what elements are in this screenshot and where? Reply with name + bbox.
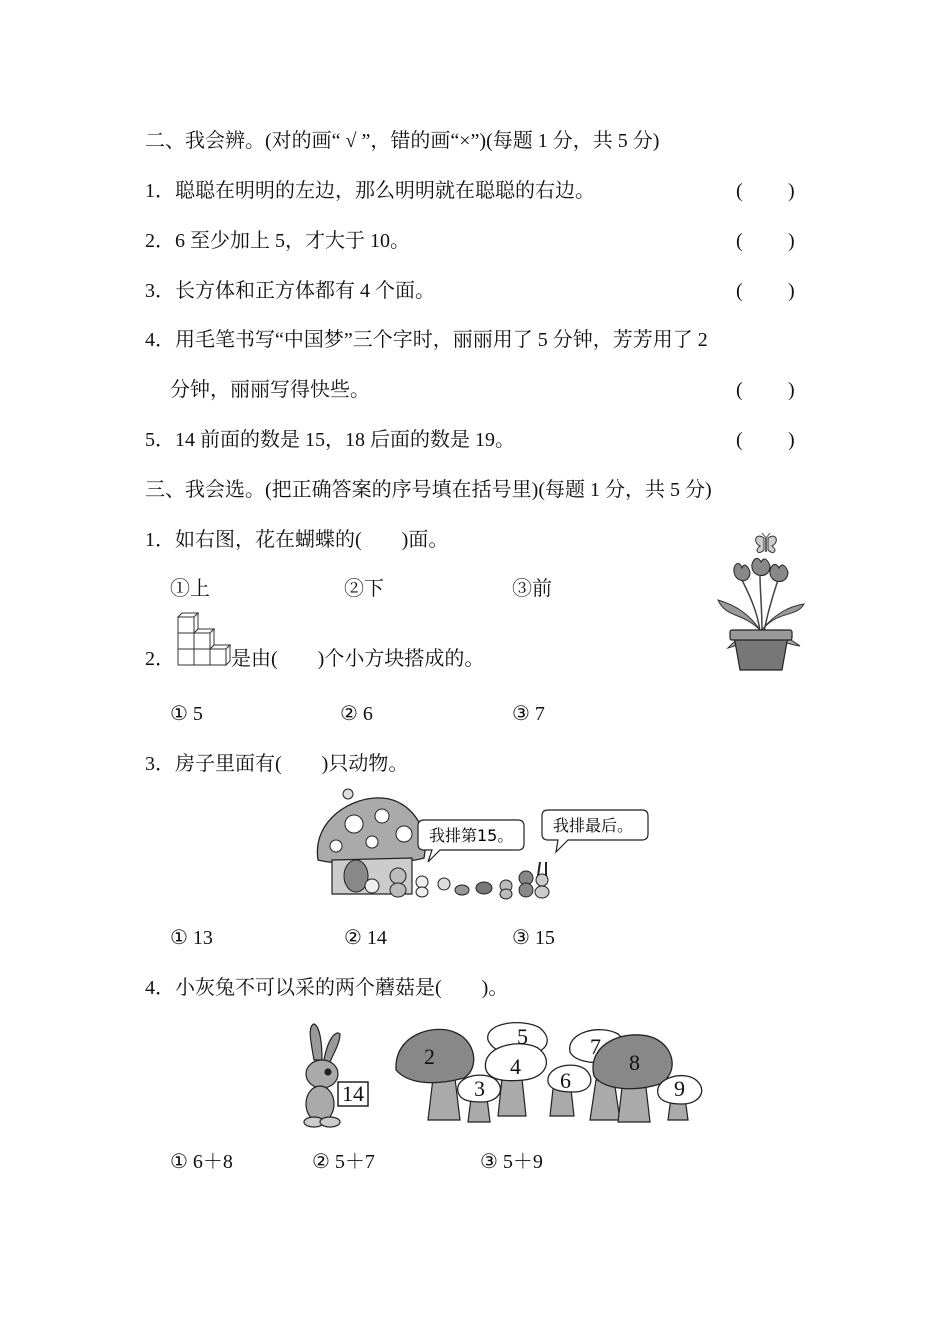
paren-close: ) xyxy=(788,180,795,202)
paren-close: ) xyxy=(788,280,795,302)
q2-option-3[interactable]: ③ 7 xyxy=(512,703,545,725)
speech-bubble-1: 我排第15。 xyxy=(429,826,514,845)
butterfly-icon xyxy=(756,533,777,553)
flower-pot-image xyxy=(712,532,808,674)
choice-q4-stem: 4．小灰兔不可以采的两个蘑菇是( )。 xyxy=(145,977,509,999)
paren-open: ( xyxy=(736,280,743,302)
q3-option-3[interactable]: ③ 15 xyxy=(512,927,555,949)
q2-option-2[interactable]: ② 6 xyxy=(340,703,373,725)
judge-item-3: 3．长方体和正方体都有 4 个面。 xyxy=(145,280,435,302)
judge-item-2: 2．6 至少加上 5，才大于 10。 xyxy=(145,230,410,252)
mushroom-7-label: 7 xyxy=(590,1034,601,1059)
mushroom-3-label: 3 xyxy=(474,1076,485,1101)
mushroom-house-icon xyxy=(317,789,425,894)
choice-q3-stem: 3．房子里面有( )只动物。 xyxy=(145,753,409,775)
paren-open: ( xyxy=(736,429,743,451)
section3-heading: 三、我会选。(把正确答案的序号填在括号里)(每题 1 分，共 5 分) xyxy=(145,479,712,501)
q2-prefix: 2． xyxy=(145,648,175,670)
paren-close: ) xyxy=(788,379,795,401)
paren-open: ( xyxy=(736,180,743,202)
paren-open: ( xyxy=(736,230,743,252)
q3-option-1[interactable]: ① 13 xyxy=(170,927,213,949)
rabbit-mushroom-scene xyxy=(284,1020,714,1130)
speech-bubble-2: 我排最后。 xyxy=(553,816,634,835)
paren-open: ( xyxy=(736,379,743,401)
mushroom-2-label: 2 xyxy=(424,1044,435,1069)
paren-close: ) xyxy=(788,230,795,252)
judge-item-1: 1．聪聪在明明的左边，那么明明就在聪聪的右边。 xyxy=(145,180,595,202)
judge-item-5: 5．14 前面的数是 15，18 后面的数是 19。 xyxy=(145,429,515,451)
q3-option-2[interactable]: ② 14 xyxy=(344,927,387,949)
rabbit-icon xyxy=(304,1024,340,1127)
mushroom-8-label: 8 xyxy=(629,1050,640,1075)
q4-option-3[interactable]: ③ 5＋9 xyxy=(480,1151,543,1173)
judge-item-4-cont: 分钟，丽丽写得快些。 xyxy=(170,379,370,401)
section2-heading: 二、我会辨。(对的画“ √ ”，错的画“×”)(每题 1 分，共 5 分) xyxy=(145,130,660,152)
mushroom-4-label: 4 xyxy=(510,1054,521,1079)
choice-q1-stem: 1．如右图，花在蝴蝶的( )面。 xyxy=(145,529,449,551)
paren-close: ) xyxy=(788,429,795,451)
q1-option-1[interactable]: ①上 xyxy=(170,578,210,600)
mushroom-6-label: 6 xyxy=(560,1068,571,1093)
cube-stack-figure xyxy=(176,611,230,667)
choice-q2-stem: 是由( )个小方块搭成的。 xyxy=(231,648,485,670)
judge-item-4: 4．用毛笔书写“中国梦”三个字时，丽丽用了 5 分钟，芳芳用了 2 xyxy=(145,329,708,351)
mushroom-house-scene xyxy=(312,790,652,902)
q1-option-2[interactable]: ②下 xyxy=(344,578,384,600)
q2-option-1[interactable]: ① 5 xyxy=(170,703,203,725)
mushroom-9-label: 9 xyxy=(674,1076,685,1101)
q4-option-1[interactable]: ① 6＋8 xyxy=(170,1151,233,1173)
mushroom-5-label: 5 xyxy=(517,1024,528,1049)
q4-option-2[interactable]: ② 5＋7 xyxy=(312,1151,375,1173)
q1-option-3[interactable]: ③前 xyxy=(512,578,552,600)
rabbit-sign-number: 14 xyxy=(342,1081,364,1106)
